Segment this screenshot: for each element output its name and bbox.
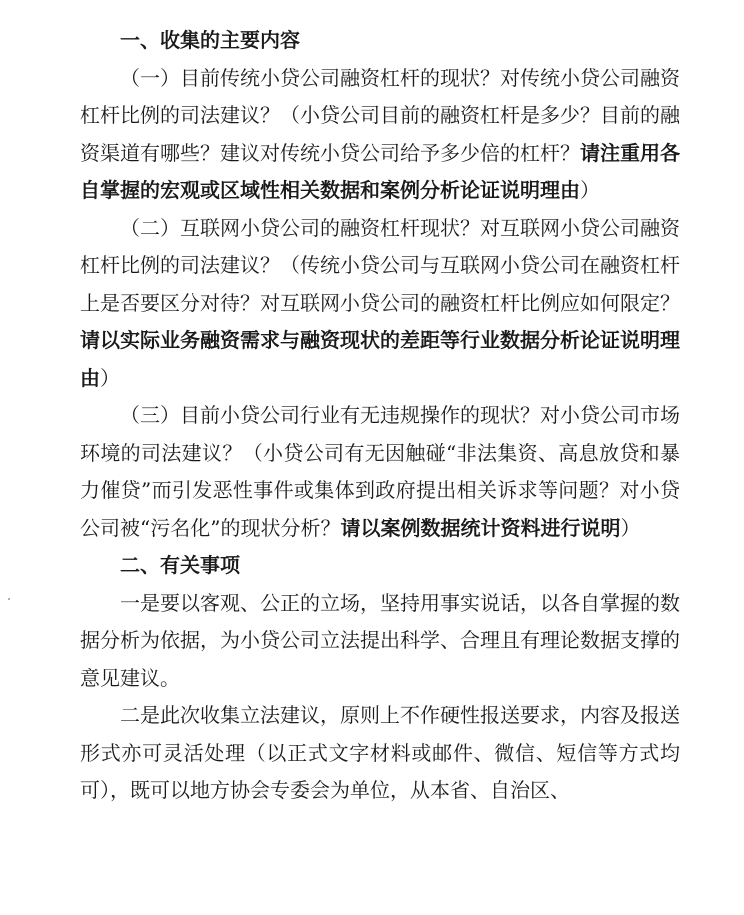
item-3-text: （三）目前小贷公司行业有无违规操作的现状？对小贷公司市场环境的司法建议？（小贷公司有无因触碰“非法集资、高息放贷和暴力催贷”而引发恶性事件或集体到政府提出相关诉求等问题？对小贷公司被“污名化”的现状分析？ <box>80 403 680 540</box>
item-2-text: （二）互联网小贷公司的融资杠杆现状？对互联网小贷公司融资杠杆比例的司法建议？（传统小贷公司与互联网小贷公司在融资杠杆上是否要区分对待？对互联网小贷公司的融资杠杆比例应如何限定？ <box>80 215 680 315</box>
item-1-emphasis: 请注重用各自掌握的宏观或区域性相关数据和案例分析论证说明理由 <box>80 140 680 202</box>
item-2-tail: ） <box>100 365 120 390</box>
section-heading-1: 一、收集的主要内容 <box>120 28 300 52</box>
item-3-emphasis: 请以案例数据统计资料进行说明 <box>340 515 621 540</box>
item-3-tail: ） <box>620 515 641 540</box>
scan-speck <box>8 598 10 600</box>
item-2-emphasis: 请以实际业务融资需求与融资现状的差距等行业数据分析论证说明理由 <box>80 328 680 390</box>
item-paragraph-3 <box>80 397 680 547</box>
document-body <box>80 22 680 810</box>
item-paragraph-1 <box>80 60 680 210</box>
section-heading-2: 二、有关事项 <box>120 553 240 577</box>
item-1-text: （一）目前传统小贷公司融资杠杆的现状？对传统小贷公司融资杠杆比例的司法建议？（小贷公司目前的融资杠杆是多少？目前的融资渠道有哪些？建议对传统小贷公司给予多少倍的杠杆？ <box>80 65 680 165</box>
matter-paragraph-2: 二是此次收集立法建议，原则上不作硬性报送要求，内容及报送形式亦可灵活处理（以正式文字材料或邮件、微信、短信等方式均可），既可以地方协会专委会为单位，从本省、自治区、 <box>80 703 680 802</box>
item-1-tail: ） <box>580 178 600 202</box>
item-paragraph-2 <box>80 210 680 398</box>
matter-paragraph-1: 一是要以客观、公正的立场，坚持用事实说话，以各自掌握的数据分析为依据，为小贷公司立法提出科学、合理且有理论数据支撑的意见建议。 <box>80 590 680 690</box>
